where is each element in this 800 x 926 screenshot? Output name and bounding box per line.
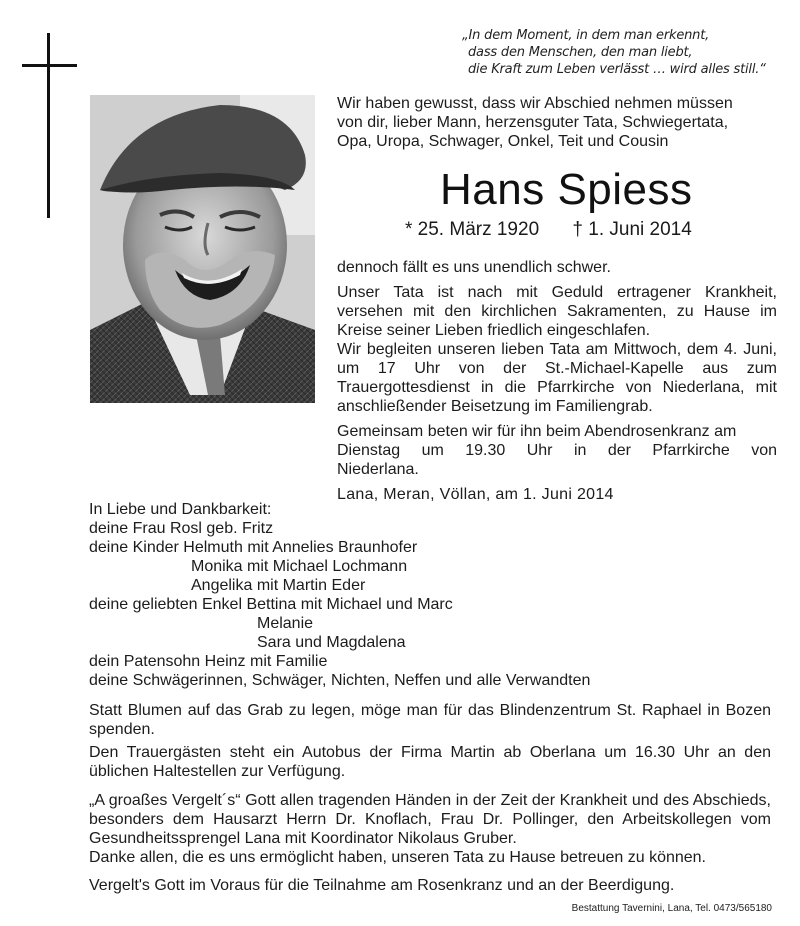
rosary-line: Niederlana. [337, 461, 419, 478]
intro-text [337, 94, 777, 151]
rosary-line: Gemeinsam beten wir für ihn beim Abendrosenkranz am [337, 423, 737, 440]
quote-line: die Kraft zum Leben verlässt … wird alles still.“ [468, 62, 766, 77]
family-item: deine Frau Rosl geb. Fritz [89, 520, 274, 537]
bus-note: Den Trauergästen steht ein Autobus der Firma Martin ab Oberlana um 16.30 Uhr an den üblichen Haltestellen zur Verfügung. [89, 744, 771, 780]
family-item: deine Schwägerinnen, Schwäger, Nichten, Neffen und alle Verwandten [89, 672, 591, 689]
funeral-details: Wir begleiten unseren lieben Tata am Mittwoch, dem 4. Juni, um 17 Uhr von der St.-Michael-Kapelle aus zum Trauergottesdienst in die Pfarrkirche von Niederlana, mit anschließender Beisetzung im Familiengrab. [337, 341, 777, 415]
cross-icon-horizontal [22, 64, 77, 67]
family-heading: In Liebe und Dankbarkeit: [89, 501, 272, 518]
thanks-note: „A groaßes Vergelt´s“ Gott allen tragenden Händen in der Zeit der Krankheit und des Abschieds, besonders dem Hausarzt Herrn Dr. Knoflach, Frau Dr. Pollinger, den Arbeitskollegen vom Gesundheitssprengel Lana mit Koordinator Nikolaus Gruber. [89, 792, 771, 847]
family-item: Melanie [257, 615, 314, 632]
thanks-prayer-note: Vergelt's Gott im Voraus für die Teilnahme am Rosenkranz und an der Beerdigung. [89, 877, 675, 894]
deceased-name: Hans Spiess [440, 165, 693, 214]
rosary-details [337, 422, 777, 479]
intro-line: Opa, Uropa, Schwager, Onkel, Teit und Cousin [337, 133, 669, 150]
cross-icon-vertical [47, 33, 50, 218]
epigraph-quote [462, 27, 782, 78]
family-item: deine geliebten Enkel Bettina mit Michael und Marc [89, 596, 453, 613]
rosary-line: Dienstag um 19.30 Uhr in der Pfarrkirche von [337, 442, 777, 459]
funeral-home-credit: Bestattung Tavernini, Lana, Tel. 0473/565180 [571, 903, 772, 914]
life-dates [405, 218, 692, 242]
portrait-photo [90, 95, 315, 403]
family-item: Angelika mit Martin Eder [191, 577, 366, 594]
death-date: † 1. Juni 2014 [572, 219, 692, 240]
intro-line: Wir haben gewusst, dass wir Abschied nehmen müssen [337, 95, 733, 112]
family-item: dein Patensohn Heinz mit Familie [89, 653, 328, 670]
body-paragraph: dennoch fällt es uns unendlich schwer. [337, 259, 611, 276]
quote-line: „In dem Moment, in dem man erkennt, [462, 28, 710, 43]
intro-line: von dir, lieber Mann, herzensguter Tata, Schwiegertata, [337, 114, 729, 131]
quote-line: dass den Menschen, den man liebt, [468, 45, 693, 60]
family-list [89, 500, 689, 690]
family-item: Sara und Magdalena [257, 634, 406, 651]
place-date: Lana, Meran, Völlan, am 1. Juni 2014 [337, 486, 614, 503]
family-item: Monika mit Michael Lochmann [191, 558, 408, 575]
birth-date: * 25. März 1920 [405, 219, 540, 240]
flowers-note: Statt Blumen auf das Grab zu legen, möge man für das Blindenzentrum St. Raphael in Bozen spenden. [89, 702, 771, 738]
body-paragraph: Unser Tata ist nach mit Geduld ertragener Krankheit, versehen mit den kirchlichen Sakramenten, zu Hause im Kreise seiner Lieben friedlich eingeschlafen. [337, 284, 777, 339]
family-item: deine Kinder Helmuth mit Annelies Braunhofer [89, 539, 418, 556]
thanks-home-note: Danke allen, die es uns ermöglicht haben, unseren Tata zu Hause betreuen zu können. [89, 849, 706, 866]
